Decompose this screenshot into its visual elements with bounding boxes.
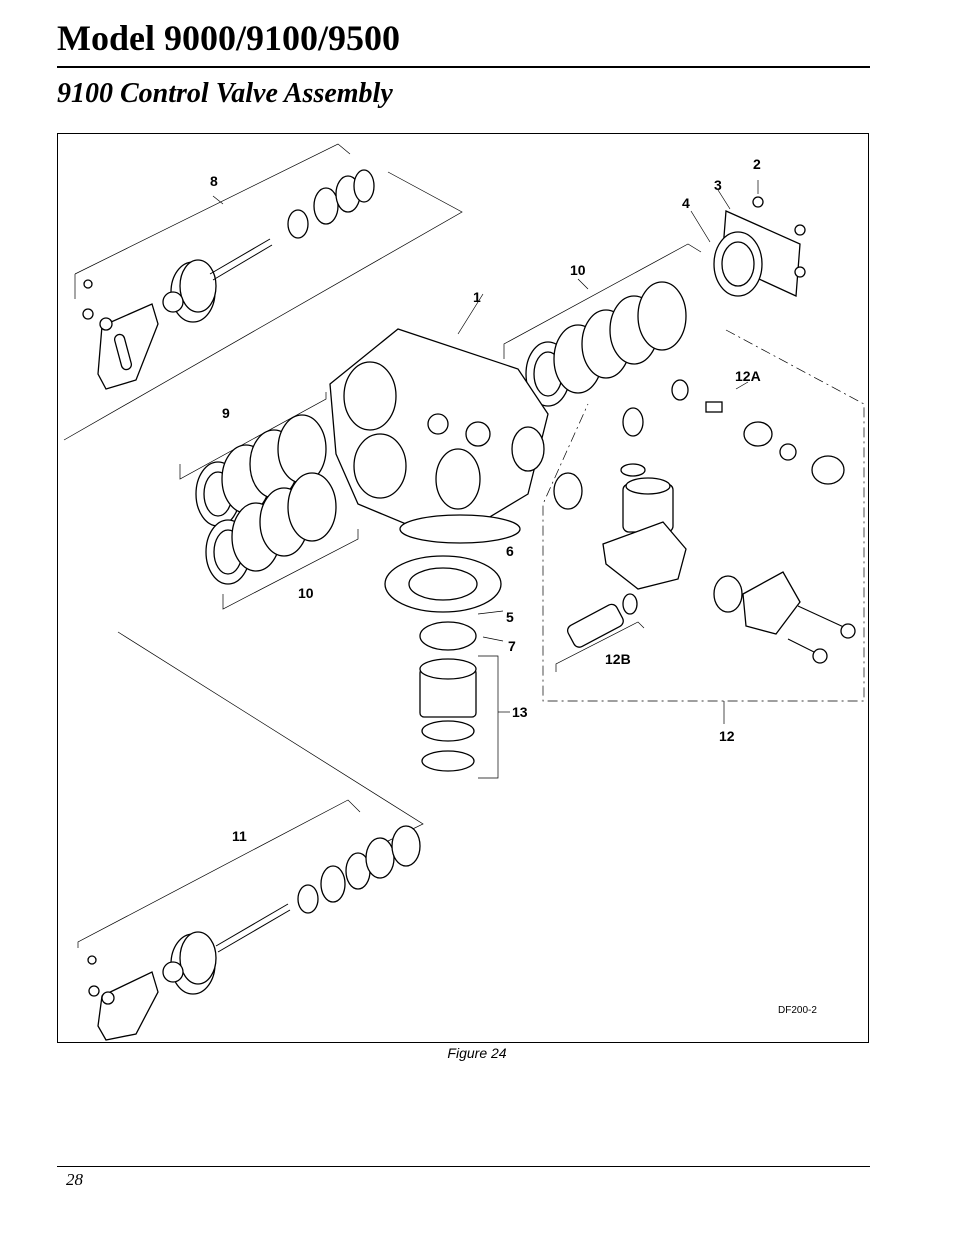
parts-5-6-7-seals: [385, 556, 503, 650]
callout-2: 2: [753, 156, 761, 172]
figure-caption: Figure 24: [447, 1045, 507, 1061]
part-10-upper-spacer-stack: [504, 244, 701, 406]
callout-3: 3: [714, 177, 722, 193]
callout-12a: 12A: [735, 368, 761, 384]
callout-1: 1: [473, 289, 481, 305]
part-13-collector-stack: [420, 656, 510, 778]
part-1-valve-body: [330, 294, 548, 543]
callout-6: 6: [506, 543, 514, 559]
exploded-view-drawing: [58, 134, 870, 1044]
header-rule: [57, 66, 870, 68]
callout-10-lower: 10: [298, 585, 314, 601]
callout-12b: 12B: [605, 651, 631, 667]
footer-rule: [57, 1166, 870, 1167]
page-number: 28: [66, 1170, 83, 1189]
part-12-assembly: [543, 330, 864, 724]
part-11-assembly: [78, 800, 420, 1040]
part-3-endplate: [691, 180, 805, 296]
callout-4: 4: [682, 195, 690, 211]
callout-9: 9: [222, 405, 230, 421]
exploded-view-figure: [57, 133, 869, 1043]
drawing-code: DF200-2: [778, 1005, 817, 1016]
callout-13: 13: [512, 704, 528, 720]
section-subtitle: 9100 Control Valve Assembly: [57, 78, 393, 109]
callout-11: 11: [232, 828, 247, 844]
page-title: Model 9000/9100/9500: [57, 18, 400, 58]
callout-8: 8: [210, 173, 218, 189]
callout-12: 12: [719, 728, 735, 744]
callout-5: 5: [506, 609, 514, 625]
callout-10-upper: 10: [570, 262, 586, 278]
callout-7: 7: [508, 638, 516, 654]
